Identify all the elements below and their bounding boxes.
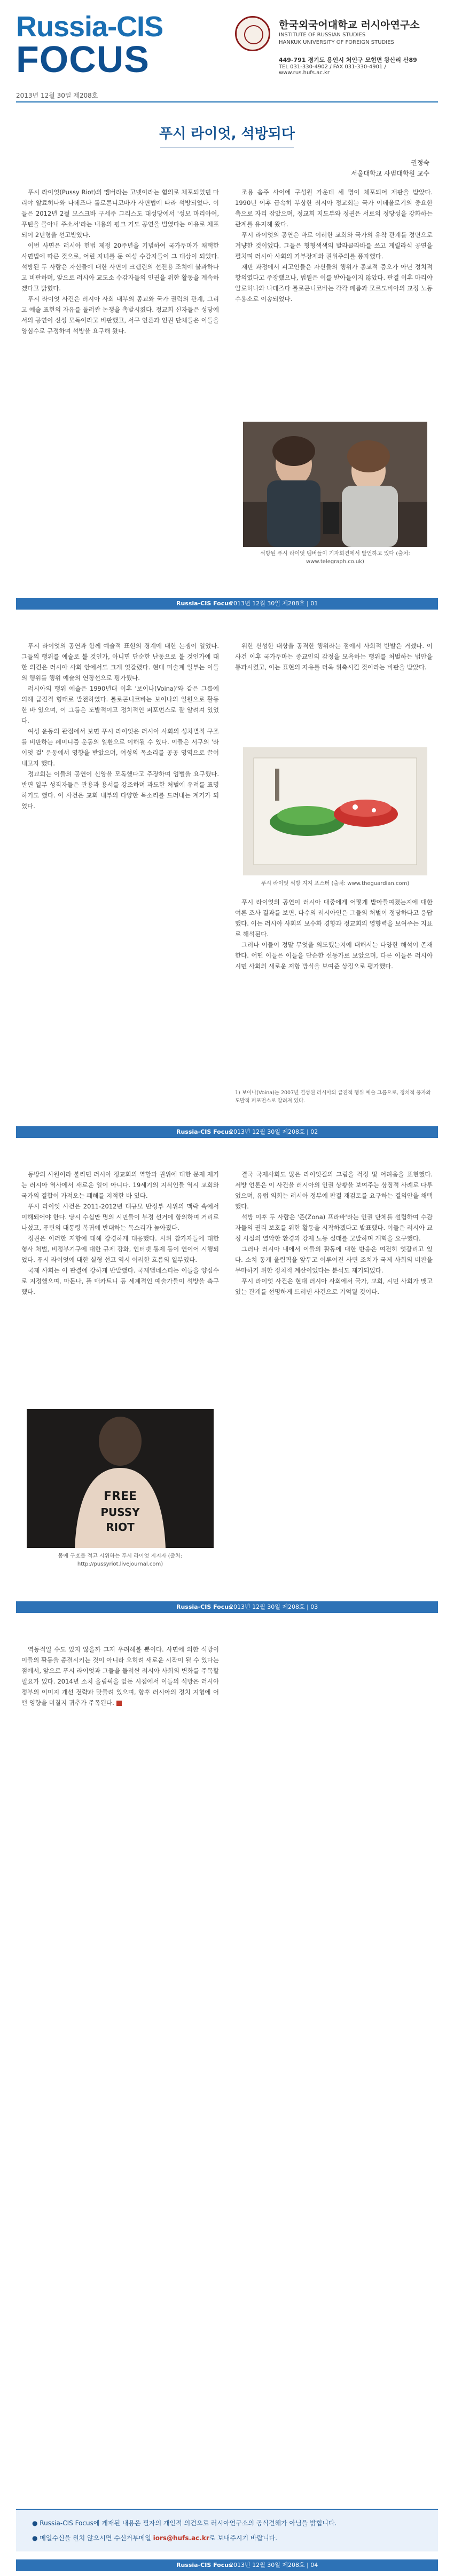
- paragraph: 위한 신성한 대상을 공격한 행위라는 점에서 사회적 반발은 거셌다. 이 사건 이후 국가두마는 종교인의 감정을 모욕하는 행위를 처벌하는 법안을 통과시켰고, 이는 표현의 자유를 더욱 위축시킬 것이라는 비판을 받았다.: [235, 642, 433, 671]
- page1-left-column: [21, 187, 219, 336]
- page3-right-column: [235, 1169, 433, 1297]
- page2-right-column-cont: [235, 897, 433, 971]
- footer-issue-page: 2013년 12월 30일 제208호 | 03: [230, 1603, 318, 1610]
- footer-publication: Russia-CIS Focus: [176, 1128, 232, 1135]
- footer-issue-page: 2013년 12월 30일 제208호 | 04: [230, 2562, 318, 2569]
- footer-publication: Russia-CIS Focus: [176, 600, 232, 607]
- footer-publication: Russia-CIS Focus: [176, 1603, 232, 1610]
- paragraph: 그러나 이들이 정말 무엇을 의도했는지에 대해서는 다양한 해석이 존재한다. 어떤 이들은 이들을 단순한 선동가로 보았으며, 다른 이들은 러시아 시민 사회의 새로운 저항 방식을 보여준 상징으로 평가했다.: [235, 941, 433, 970]
- paragraph: 정교회는 이들의 공연이 신앙을 모독했다고 주장하며 엄벌을 요구했다. 반면 일부 성직자들은 관용과 용서를 강조하며 과도한 처벌에 우려를 표명하기도 했다. 이 사건은 교회 내부의 다양한 목소리를 드러내는 계기가 되었다.: [21, 770, 219, 810]
- title-underline: [160, 147, 294, 148]
- photo-caption: 몸에 구호를 적고 시위하는 푸시 라이엇 지지자 (출처: http://pussyriot.livejournal.com): [58, 1553, 183, 1567]
- masthead: [0, 0, 454, 104]
- page-footer: [16, 2559, 438, 2571]
- notice-unsubscribe-prefix: 메일수신을 원치 않으시면 수신거부메일: [40, 2534, 151, 2542]
- page1-right-column: [235, 187, 433, 304]
- logo-line2: FOCUS: [16, 38, 150, 80]
- page-footer: [16, 598, 438, 610]
- institute-block: [235, 12, 438, 76]
- paragraph: 러시아의 행위 예술은 1990년대 이후 '보이나(Voina)'와 같은 그룹에 의해 급진적 형태로 발전하였다. 톨로콘니코바는 보이나의 일원으로 활동한 바 있으며, 이 그룹은 도발적이고 정치적인 퍼포먼스로 잘 알려져 있었다.: [21, 685, 219, 724]
- page2-right-column: [235, 641, 433, 673]
- notice-unsubscribe: ● 메일수신을 원치 않으시면 수신거부메일 iors@hufs.ac.kr로 보내주시기 바랍니다.: [32, 2534, 278, 2542]
- masthead-divider: [16, 101, 438, 102]
- paragraph: 재판 과정에서 피고인들은 자신들의 행위가 종교적 증오가 아닌 정치적 항의였다고 주장했으나, 법원은 이를 받아들이지 않았다. 판결 이후 마리야 알료히나와 나데즈다 톨로콘니코바는 각각 페름과 모르도비아의 교정 노동 수용소로 이송되었다.: [235, 263, 433, 303]
- page4-left-column: [21, 1644, 219, 1708]
- notice-disclaimer: ● Russia-CIS Focus에 게재된 내용은 필자의 개인적 의견으로 러시아연구소의 공식견해가 아님을 밝힙니다.: [32, 2519, 337, 2527]
- support-poster-photo: [243, 747, 427, 875]
- paragraph: 여성 운동의 관점에서 보면 푸시 라이엇은 러시아 사회의 성차별적 구조를 비판하는 페미니즘 운동의 일환으로 이해될 수 있다. 이들은 서구의 '라이엇 걸' 운동에서 영향을 받았으며, 여성의 목소리를 공공 영역으로 끌어내고자 했다.: [21, 728, 219, 767]
- paragraph: 조용 음주 사이에 구성원 가운데 세 명이 체포되어 재판을 받았다. 1990년 이후 급속히 부상한 러시아 정교회는 국가 이데올로기의 중요한 축으로 자리 잡았으며, 정교회 지도부와 정권은 서로의 정당성을 강화하는 관계를 유지해 왔다.: [235, 188, 433, 228]
- page2-left-column: [21, 641, 219, 811]
- paragraph: 푸시 라이엇의 공연과 함께 예술적 표현의 경계에 대한 논쟁이 일었다. 그들의 행위를 예술로 볼 것인가, 아니면 단순한 난동으로 볼 것인가에 대한 의견은 러시아 사회 안에서도 크게 엇갈렸다. 현대 미술계 일부는 이들의 행위를 행위 예술의 연장선으로 평가했다.: [21, 642, 219, 682]
- paragraph: 결국 국제사회도 많은 라이엇걸의 그림을 걱정 및 어려움을 표현했다. 서방 언론은 이 사건을 러시아의 인권 상황을 보여주는 상징적 사례로 다루었으며, 유럽 의회는 러시아 정부에 판결 재검토를 요구하는 결의안을 채택했다.: [235, 1171, 433, 1210]
- notice-disclaimer-text: Russia-CIS Focus에 게재된 내용은 필자의 개인적 의견으로 러시아연구소의 공식견해가 아님을 밝힙니다.: [40, 2519, 337, 2527]
- paragraph: 국제 사회는 이 판결에 강하게 반발했다. 국제앰네스티는 이들을 양심수로 지정했으며, 마돈나, 폴 매카트니 등 세계적인 예술가들이 석방을 촉구했다.: [21, 1267, 219, 1295]
- unsubscribe-email-link[interactable]: iors@hufs.ac.kr: [153, 2534, 209, 2542]
- article-title: 푸시 라이엇, 석방되다: [159, 126, 295, 142]
- logo: [16, 11, 163, 80]
- bottom-notice: [16, 2509, 438, 2551]
- paragraph: 푸시 라이엇(Pussy Riot)의 멤버라는 고넷이라는 혐의로 체포되었던 마리야 알료히나와 나데즈다 톨로콘니코바가 사면법에 따라 석방되었다. 이들은 2012년 2월 모스크바 구세주 그리스도 대성당에서 '성모 마리아여, 푸틴을 몰아내 주소서'라는 내용의 펑크 기도 공연을 벌였다는 이유로 체포되어 2년형을 선고받았다.: [21, 188, 219, 239]
- notice-unsubscribe-suffix: 로 보내주시기 바랍니다.: [209, 2534, 278, 2542]
- press-conference-photo: [243, 422, 427, 547]
- page-footer: [16, 1601, 438, 1613]
- paragraph: 석방 이후 두 사람은 '존(Zona) 프라바'라는 인권 단체를 설립하여 수감자들의 권리 보호를 위한 활동을 시작하겠다고 발표했다. 이들은 러시아 교정 시설의 열악한 환경과 강제 노동 실태를 고발하며 개혁을 요구했다.: [235, 1213, 433, 1242]
- paragraph: [21, 1644, 219, 1708]
- university-name-en: HANKUK UNIVERSITY OF FOREIGN STUDIES: [279, 39, 394, 45]
- institute-name-ko: 한국외국어대학교 러시아연구소: [279, 19, 420, 31]
- institute-name-en: INSTITUTE OF RUSSIAN STUDIES: [279, 32, 366, 38]
- page3-left-column: [21, 1169, 219, 1297]
- paragraph: 이번 사면은 러시아 헌법 제정 20주년을 기념하여 국가두마가 채택한 사면법에 따른 것으로, 어린 자녀를 둔 여성 수감자들이 그 대상이 되었다. 석방된 두 사람은 자신들에 대한 사면이 크렘린의 선전용 조치에 불과하다고 비판하며, 앞으로 러시아 교도소 수감자들의 인권을 위한 활동을 계속하겠다고 밝혔다.: [21, 242, 219, 292]
- author-name: 권정숙: [411, 159, 429, 167]
- footer-publication: Russia-CIS Focus: [176, 2562, 232, 2569]
- footer-issue-page: 2013년 12월 30일 제208호 | 01: [230, 600, 318, 607]
- svg-text:FREE: FREE: [103, 1490, 137, 1503]
- photo-caption: 석방된 푸시 라이엇 멤버들이 기자회견에서 발언하고 있다 (출처: www.telegraph.co.uk): [260, 551, 410, 565]
- paragraph: 정권은 이러한 저항에 대해 강경하게 대응했다. 시위 참가자들에 대한 형사 처벌, 비정부기구에 대한 규제 강화, 인터넷 통제 등이 연이어 시행되었다. 푸시 라이엇에 대한 실형 선고 역시 이러한 흐름의 일부였다.: [21, 1235, 219, 1263]
- paragraph: 푸시 라이엇의 공연은 바로 이러한 교회와 국가의 유착 관계를 정면으로 겨냥한 것이었다. 그들은 형형색색의 발라클라바를 쓰고 게릴라식 공연을 펼치며 러시아 사회의 가부장제와 권위주의를 풍자했다.: [235, 231, 433, 260]
- footnote: 1) 보이나(Voina)는 2007년 결성된 러시아의 급진적 행위 예술 그룹으로, 정치적 풍자와 도발적 퍼포먼스로 알려져 있다.: [235, 1090, 431, 1104]
- university-seal-icon: [235, 16, 270, 51]
- photo-caption: 푸시 라이엇 석방 지지 포스터 (출처: www.theguardian.com): [261, 881, 410, 887]
- institute-contact: TEL 031-330-4902 / FAX 031-330-4901 / www.rus.hufs.ac.kr: [279, 64, 386, 76]
- svg-text:RIOT: RIOT: [106, 1521, 135, 1534]
- svg-text:PUSSY: PUSSY: [100, 1506, 140, 1519]
- paragraph: 푸시 라이엇 사건은 러시아 사회 내부의 종교와 국가 권력의 관계, 그리고 예술 표현의 자유를 둘러싼 논쟁을 촉발시켰다. 정교회 신자들은 성당에서의 공연이 신성 모독이라고 비판했고, 서구 언론과 인권 단체들은 이들을 양심수로 규정하며 석방을 요구해 왔다.: [21, 295, 219, 335]
- paragraph-text: 역동적일 수도 있지 않을까 그저 우려해볼 뿐이다. 사면에 의한 석방이 이들의 활동을 종결시키는 것이 아니라 오히려 새로운 시작이 될 수 있다는 점에서, 앞으로 푸시 라이엇과 그들을 둘러싼 러시아 사회의 변화를 주목할 필요가 있다. 2014년 소치 올림픽을 앞둔 시점에서 이들의 석방은 러시아 정부의 이미지 개선 전략과 맞물려 있으며, 향후 러시아의 정치 지형에 어떤 영향을 미칠지 귀추가 주목된다.: [21, 1646, 219, 1706]
- paragraph: 그러나 러시아 내에서 이들의 활동에 대한 반응은 여전히 엇갈리고 있다. 소치 동계 올림픽을 앞두고 이루어진 사면 조치가 국제 사회의 비판을 무마하기 위한 정치적 계산이었다는 분석도 제기되었다.: [235, 1245, 433, 1274]
- institute-address: 449-791 경기도 용인시 처인구 모현면 왕산리 산89: [279, 57, 417, 64]
- protester-photo: [27, 1409, 214, 1548]
- author-affiliation: 서울대학교 사범대학원 교수: [351, 170, 429, 177]
- page-footer: [16, 1126, 438, 1138]
- footer-issue-page: 2013년 12월 30일 제208호 | 02: [230, 1128, 318, 1135]
- paragraph: 동방의 사원이라 불리던 러시아 정교회의 역할과 권위에 대한 문제 제기는 러시아 역사에서 새로운 일이 아니다. 19세기의 지식인들 역시 교회와 국가의 결합이 가져오는 폐해를 지적한 바 있다.: [21, 1171, 219, 1199]
- logo-line1: Russia-CIS: [16, 11, 163, 43]
- issue-date: 2013년 12월 30일 제208호: [16, 92, 98, 99]
- end-mark-icon: [116, 1701, 122, 1706]
- paragraph: 푸시 라이엇 사건은 현대 러시아 사회에서 국가, 교회, 시민 사회가 맺고 있는 관계를 선명하게 드러낸 사건으로 기억될 것이다.: [235, 1277, 433, 1295]
- paragraph: 푸시 라이엇의 공연이 러시아 대중에게 어떻게 받아들여졌는지에 대한 여론 조사 결과를 보면, 다수의 러시아인은 그들의 처벌이 정당하다고 응답했다. 이는 러시아 사회의 보수화 경향과 정교회의 영향력을 보여주는 지표로 해석된다.: [235, 898, 433, 938]
- paragraph: 푸시 라이엇 사건은 2011-2012년 대규모 반정부 시위의 맥락 속에서 이해되어야 한다. 당시 수십만 명의 시민들이 부정 선거에 항의하며 거리로 나섰고, 푸틴의 대통령 복귀에 반대하는 목소리가 높아졌다.: [21, 1203, 219, 1231]
